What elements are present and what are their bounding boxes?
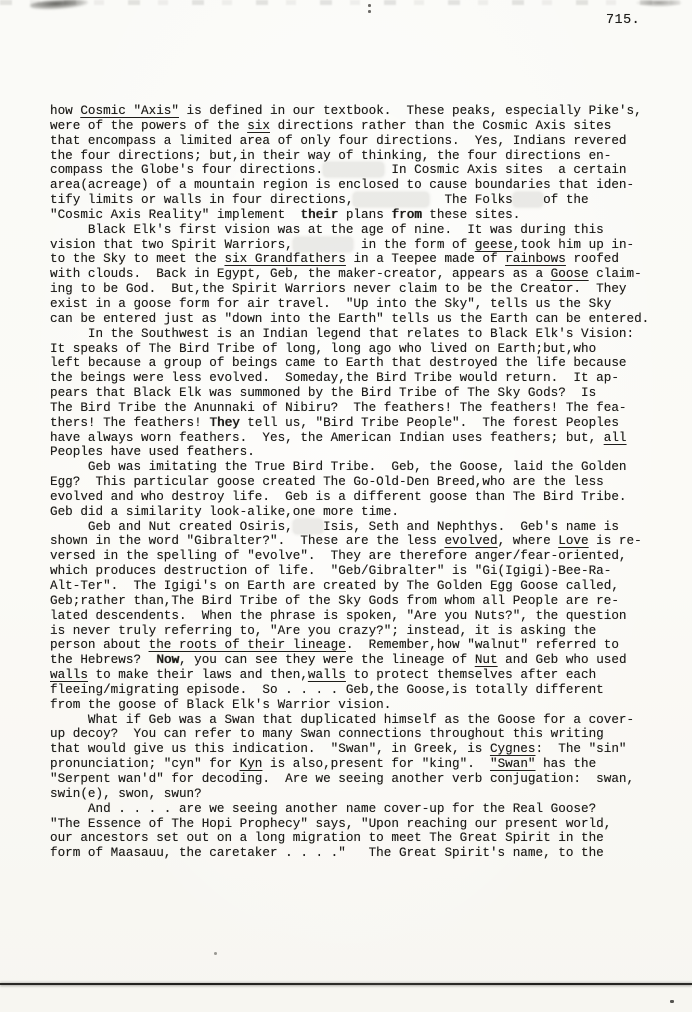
text-segment: Geb and Nut created Osiris,	[50, 518, 293, 534]
text-line	[50, 772, 682, 787]
text-segment: can be entered just as "down into the Earth" tells us the Earth can be entered.	[50, 310, 650, 326]
text-segment: to make their laws and then,	[87, 667, 308, 683]
text-line	[50, 520, 682, 535]
text-line	[50, 163, 682, 178]
text-segment: have always worn feathers. Yes, the American Indian uses feathers; but,	[50, 429, 604, 445]
underlined-text: Goose	[550, 266, 589, 282]
text-line	[50, 416, 682, 431]
text-segment: evolved and who destroy life. Geb is a different goose than The Bird Tribe.	[50, 488, 627, 504]
text-segment: "Serpent wan'd" for decoding. Are we seeing another verb conjugation: swan,	[50, 770, 635, 786]
text-segment: and Geb who used	[497, 652, 627, 668]
erasure-smudge	[293, 519, 323, 534]
text-segment: is defined in our textbook. These peaks, especially Pike's,	[178, 103, 642, 118]
text-segment: , you can see they were the lineage of	[178, 652, 475, 668]
text-segment: in a Teepee made of	[345, 251, 506, 267]
text-segment: Egg? This particular goose created The Go-Old-Den Breed,who are the less	[50, 474, 604, 490]
text-segment: from	[391, 206, 422, 222]
text-line	[50, 267, 682, 282]
text-segment: from the goose of Black Elk's Warrior vision.	[50, 696, 392, 712]
text-line	[50, 713, 682, 728]
text-segment: with clouds. Back in Egypt, Geb, the maker-creator, appears as a	[50, 266, 551, 282]
text-line	[50, 208, 682, 223]
text-line	[50, 475, 682, 490]
text-segment: It speaks of The Bird Tribe of long, long ago who lived on Earth;but,who	[50, 340, 597, 356]
text-segment: area(acreage) of a mountain region is enclosed to cause boundaries that iden-	[50, 177, 635, 193]
text-line	[50, 817, 682, 832]
text-line	[50, 445, 682, 460]
text-line	[50, 534, 682, 549]
text-segment: ,took him up in-	[512, 236, 635, 252]
text-line	[50, 549, 682, 564]
text-segment: Now	[156, 652, 179, 668]
text-segment: compass the Globe's four directions.	[50, 162, 324, 178]
text-segment: vision that two Spirit Warriors,	[50, 236, 293, 252]
text-line	[50, 119, 682, 134]
text-segment: Geb;rather than,The Bird Tribe of the Sky Gods from whom all People are re-	[50, 592, 619, 608]
text-segment: the beings were less evolved. Someday,the Bird Tribe would return. It ap-	[50, 370, 619, 386]
page-number: 715.	[606, 13, 641, 28]
text-line	[50, 742, 682, 757]
text-block	[50, 104, 682, 861]
underlined-text: evolved	[444, 533, 498, 549]
text-line	[50, 431, 682, 446]
text-segment: And . . . . are we seeing another name cover-up for the Real Goose?	[50, 800, 597, 816]
text-segment: left because a group of beings came to Earth that destroyed the life because	[50, 355, 627, 371]
text-line	[50, 178, 682, 193]
text-segment: that would give us this indication. "Swan", in Greek, is	[50, 741, 490, 757]
text-line	[50, 698, 682, 713]
text-line	[50, 371, 682, 386]
text-line	[50, 342, 682, 357]
text-line	[50, 238, 682, 253]
text-segment: Peoples have used feathers.	[50, 444, 255, 460]
text-line	[50, 505, 682, 520]
text-segment: thers! The feathers!	[50, 414, 210, 430]
text-line	[50, 193, 682, 208]
text-line	[50, 282, 682, 297]
text-segment: Isis, Seth and Nephthys. Geb's name is	[323, 518, 619, 534]
text-line	[50, 683, 682, 698]
text-line	[50, 594, 682, 609]
text-segment: claim-	[588, 266, 642, 282]
text-segment: roofed	[565, 251, 619, 267]
text-segment: pronunciation; "cyn" for	[50, 756, 240, 772]
text-segment: plans	[338, 206, 392, 222]
underlined-text: Cygnes	[489, 741, 536, 757]
text-segment: person about	[50, 637, 149, 653]
text-segment: Geb was imitating the True Bird Tribe. Geb, the Goose, laid the Golden	[50, 459, 627, 475]
underlined-text: rainbows	[505, 251, 566, 267]
text-line	[50, 653, 682, 668]
text-segment: their	[300, 206, 339, 222]
text-segment: . Remember,how "walnut" referred to	[345, 637, 619, 653]
underlined-text: "Swan"	[489, 756, 536, 772]
text-segment: our ancestors set out on a long migration to meet The Great Spirit in the	[50, 830, 604, 846]
text-segment: Alt-Ter". The Igigi's on Earth are created by The Golden Egg Goose called,	[50, 578, 619, 593]
page-bottom-rule	[0, 983, 692, 985]
text-segment: of the	[543, 192, 589, 208]
underlined-text: geese	[474, 236, 513, 252]
underlined-text: six Grandfathers	[224, 251, 346, 267]
text-line	[50, 297, 682, 312]
text-segment: to the Sky to meet the	[50, 251, 225, 267]
text-segment: directions rather than the Cosmic Axis sites	[270, 117, 612, 133]
scan-artifact-smudge	[30, 0, 88, 11]
text-segment: swin(e), swon, swun?	[50, 785, 202, 801]
text-segment: : The "sin"	[535, 741, 627, 757]
text-line	[50, 564, 682, 579]
text-segment: , where	[497, 533, 559, 549]
text-line	[50, 727, 682, 742]
scan-artifact-smudge	[636, 0, 682, 7]
text-line	[50, 802, 682, 817]
text-line	[50, 846, 682, 861]
text-line	[50, 831, 682, 846]
text-segment: ing to be God. But,the Spirit Warriors never claim to be the Creator. They	[50, 281, 627, 297]
scan-artifact-speck	[670, 1000, 674, 1003]
text-segment: form of Maasauu, the caretaker . . . ." The Great Spirit's name, to the	[50, 845, 604, 861]
underlined-text: Nut	[474, 652, 498, 668]
text-segment: up decoy? You can refer to many Swan connections throughout this writing	[50, 726, 604, 742]
underlined-text: walls	[50, 667, 88, 683]
text-line	[50, 386, 682, 401]
text-segment: that encompass a limited area of only four directions. Yes, Indians revered	[50, 132, 627, 148]
text-segment: the four directions; but,in their way of thinking, the four directions en-	[50, 147, 612, 163]
underlined-text: walls	[307, 667, 346, 683]
text-segment: is also,present for "king".	[262, 756, 490, 772]
erasure-smudge	[513, 192, 543, 207]
text-segment: Geb did a similarity look-alike,one more time.	[50, 503, 399, 519]
text-segment: pears that Black Elk was summoned by the Bird Tribe of The Sky Gods? Is	[50, 385, 597, 401]
text-line	[50, 223, 682, 238]
text-segment: The Folks	[429, 192, 513, 208]
text-line	[50, 787, 682, 802]
erasure-smudge	[323, 162, 384, 177]
text-segment: shown in the word "Gibralter?". These are the less	[50, 533, 445, 549]
underlined-text: six	[247, 117, 270, 133]
text-line	[50, 490, 682, 505]
text-line	[50, 252, 682, 267]
text-line	[50, 638, 682, 653]
erasure-smudge	[293, 237, 354, 252]
text-segment: What if Geb was a Swan that duplicated himself as the Goose for a cover-	[50, 711, 635, 727]
text-segment: tify limits or walls in four directions,	[50, 192, 354, 208]
underlined-text: Love	[558, 533, 589, 549]
text-segment: The Bird Tribe the Anunnaki of Nibiru? The feathers! The feathers! The fea-	[50, 399, 627, 415]
text-segment: "The Essence of The Hopi Prophecy" says, "Upon reaching our present world,	[50, 815, 612, 831]
text-line	[50, 134, 682, 149]
text-segment: to protect themselves after each	[345, 667, 597, 683]
text-segment: versed in the spelling of "evolve". They are therefore anger/fear-oriented,	[50, 548, 627, 564]
text-segment: "Cosmic Axis Reality" implement	[50, 206, 301, 222]
text-segment: were of the powers of the	[50, 117, 248, 133]
text-line	[50, 579, 682, 594]
text-line	[50, 312, 682, 327]
text-line	[50, 356, 682, 371]
text-segment: how	[50, 103, 81, 118]
scan-artifact-speck	[214, 952, 217, 955]
text-segment: is never truly referring to, "Are you crazy?"; instead, it is asking the	[50, 622, 597, 638]
scan-artifact-top-strip	[0, 0, 692, 5]
text-line	[50, 327, 682, 342]
text-segment: is re-	[588, 533, 642, 549]
text-segment: In Cosmic Axis sites a certain	[383, 162, 627, 178]
text-segment: lated descendents. When the phrase is spoken, "Are you Nuts?", the question	[50, 607, 627, 623]
scan-artifact-speck	[368, 4, 371, 13]
underlined-text: Cosmic "Axis"	[80, 103, 179, 118]
text-segment: fleeing/migrating episode. So . . . . Geb,the Goose,is totally different	[50, 681, 604, 697]
underlined-text: all	[603, 429, 627, 445]
text-line	[50, 401, 682, 416]
text-segment: the Hebrews?	[50, 652, 157, 668]
text-segment: has the	[535, 756, 597, 772]
text-segment: in the form of	[353, 236, 475, 252]
text-segment: Black Elk's first vision was at the age of nine. It was during this	[50, 221, 604, 237]
text-line	[50, 757, 682, 772]
text-segment: tell us, "Bird Tribe People". The forest Peoples	[239, 414, 619, 430]
text-segment: these sites.	[421, 206, 521, 222]
text-line	[50, 104, 682, 119]
underlined-text: the roots of their lineage	[148, 637, 346, 653]
text-line	[50, 460, 682, 475]
text-line	[50, 609, 682, 624]
erasure-smudge	[353, 192, 429, 207]
text-segment: They	[209, 414, 240, 430]
text-line	[50, 668, 682, 683]
text-segment: In the Southwest is an Indian legend that relates to Black Elk's Vision:	[50, 325, 635, 341]
text-line	[50, 624, 682, 639]
text-segment: which produces destruction of life. "Geb/Gibralter" is "Gi(Igigi)-Bee-Ra-	[50, 563, 612, 579]
underlined-text: Kyn	[239, 756, 263, 772]
text-segment: exist in a goose form for air travel. "Up into the Sky", tells us the Sky	[50, 295, 612, 311]
